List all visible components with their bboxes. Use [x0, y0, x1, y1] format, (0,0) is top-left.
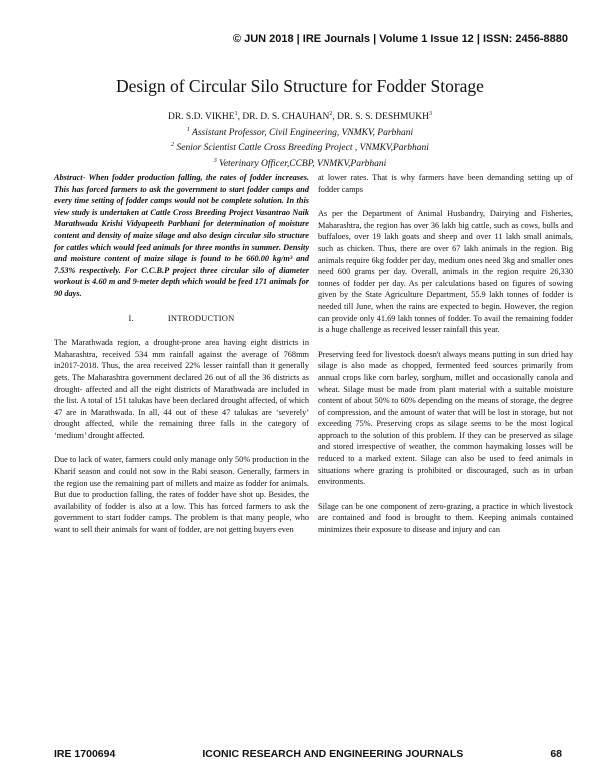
section-title: INTRODUCTION — [167, 312, 235, 323]
affiliation: $^2$ Senior Scientist Cattle Cross Breeding Project , VNMKV,Parbhani — [171, 142, 429, 154]
section-heading — [54, 313, 309, 325]
journal-name: ICONIC RESEARCH AND ENGINEERING JOURNALS — [202, 748, 464, 760]
page-footer — [54, 748, 562, 760]
author-block — [0, 108, 600, 171]
author-sup: 1 — [234, 111, 238, 117]
body-paragraph: As per the Department of Animal Husbandry, Dairying and Fisheries, Maharashtra, the region has over 36 lakh big cattle, such as cows, bulls and buffaloes, over 19 lakh goats and sheep and over 11 lakh small animals, such as chicken. Thus, there are over 67 lakh animals in the region. Big animals require 6kg fodder per day, medium ones need 3kg and smaller ones need 600 grams per day. Overall, animals in the region require 26,330 tonnes of fodder per day. As per calculations based on figures of sowing given by the State Agriculture Department, 55.9 lakh tonnes of fodder is needed till June, when the rains are expected to begin. However, the region can provide only 41.69 lakh tonnes of fodder. To avail the remaining fodder is a huge challenge as received lesser rainfall this year. — [318, 209, 573, 335]
author-list: DR. S.D. VIKHE$^1$, DR. D. S. CHAUHAN$^2$, DR. S. S. DESHMUKH$^3$ — [167, 111, 433, 123]
body-paragraph: The Marathwada region, a drought-prone area having eight districts in Maharashtra, received 534 mm rainfall against the average of 768mm in2017-2018. Thus, the area received 22% lesser rainfall than it generally gets. The Maharashtra government declared 26 out of all the 36 districts as drought- affected and all the eight districts of Marathwada are included in the list. A total of 151 talukas have been declared drought affected, of which 47 are in Marathwada. In all, 44 out of these 47 talukas are ‘severely’ drought affected, while the remaining three falls in the category of ‘medium’ drought affected. — [54, 338, 309, 440]
body-paragraph: Due to lack of water, farmers could only manage only 50% production in the Kharif season and could not sow in the Rabi season. Generally, farmers in the region use the remaining part of millets and maize as fodder for animals. But due to production falling, the rates of fodder have shot up. Besides, the availability of fodder is also at a low. This has forced farmers to ask the government to start fodder camps. The problem is that many people, who want to sell their animals for want of fodder, are not getting buyers even — [54, 455, 309, 535]
author-sup: 3 — [429, 111, 433, 117]
body-paragraph: Preserving feed for livestock doesn't always means putting in sun dried hay silage is also made as chopped, fermented feed sources primarily from annual crops like corn barley, sorghum, millet and occasionally canola and wheat. Silage must be made from plant material with a suitable moisture content of about 50% to 60% depending on the means of storage, the degree of compression, and the amount of water that will be lost in storage, but not exceeding 75%. Preserving crops as silage seems to be the most logical approach to the solution of this problem. If they can be preserved as silage and stored irrespective of weather, the common haymaking losses will be reduced to a marked extent. Silage can also be used to feed animals in situations where grazing is prohibited or discouraged, such as in urban environments. — [318, 349, 573, 487]
journal-header: © JUN 2018 | IRE Journals | Volume 1 Issue 12 | ISSN: 2456-8880 — [232, 33, 568, 45]
paper-id: IRE 1700694 — [54, 748, 116, 760]
left-column — [54, 172, 309, 549]
author-sup: 2 — [329, 111, 333, 117]
abstract: Abstract- When fodder production falling, the rates of fodder increases. This has forced farmers to ask the government to start fodder camps and every time setting of fodder camps would not be complete solution. In this view study is undertaken at Cattle Cross Breeding Project Vasantrao Naik Marathwada Krishi Vidyapeeth Parbhani for determination of moisture content and density of maize silage and also design circular silo structure for cattles which would feed animals for three months in summer. Density and moisture content of maize silage is found to be 660.00 kg/m³ and 7.53% respectively. For C.C.B.P project three circular silo of diameter workout is 4.60 m and 9-meter depth which would be feed 171 animals for 90 days. — [54, 173, 309, 298]
paper-title: Design of Circular Silo Structure for Fodder Storage — [116, 76, 484, 96]
affiliation: $^3$ Veterinary Officer,CCBP, VNMKV,Parbhani — [213, 157, 387, 170]
section-number: I. — [128, 312, 134, 323]
right-column — [318, 172, 573, 549]
affiliation: $^1$ Assistant Professor, Civil Engineering, VNMKV, Parbhani — [186, 126, 414, 138]
author-name: DR. S. S. DESHMUKH — [337, 112, 430, 123]
body-paragraph: at lower rates. That is why farmers have been demanding setting up of fodder camps — [318, 173, 573, 194]
author-name: DR. D. S. CHAUHAN — [242, 112, 330, 123]
body-paragraph: Silage can be one component of zero-grazing, a practice in which livestock are contained and food is brought to them. Keeping animals contained minimizes their exposure to disease and injury and can — [318, 501, 573, 535]
page-number: 68 — [550, 748, 562, 760]
author-name: DR. S.D. VIKHE — [167, 112, 235, 123]
